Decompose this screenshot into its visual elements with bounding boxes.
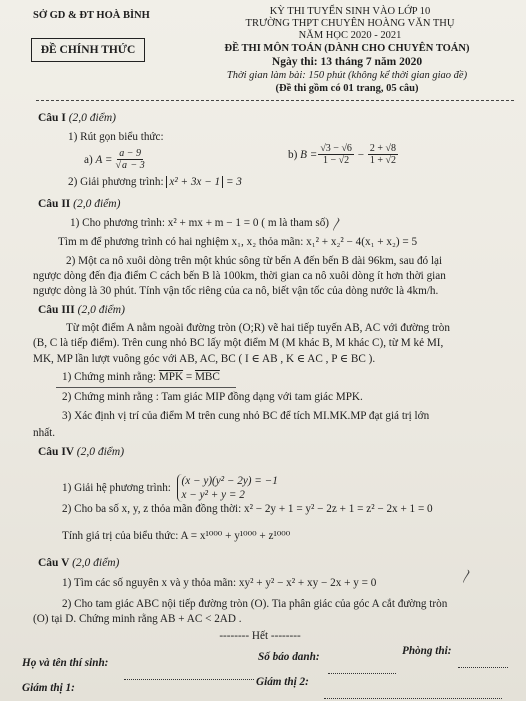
question-4-title: Câu IV (2,0 điểm) (38, 446, 125, 458)
question-2-title: Câu II (2,0 điểm) (38, 198, 121, 210)
fraction-a: $\frac{a - 9}{√a - 3}$ (115, 148, 145, 171)
candidate-name-label: Họ và tên thí sinh: (22, 657, 109, 669)
expression-b: b) B = $\frac{√3 - √6}{1 - √2}$ − $\frac{2 + √8}{1 + √2}$ (288, 143, 396, 166)
question-4-part-1: 1) Giải hệ phương trình: (x − y)(y² − 2y) = −1 x − y² + y = 2 (62, 475, 278, 501)
question-1-part-2: 2) Giải phương trình: x² + 3x − 1 = 3 (68, 176, 242, 188)
question-1-part-1: 1) Rút gọn biểu thức: (68, 131, 164, 143)
invigilator-2-label: Giám thị 2: (256, 676, 309, 688)
invigilator-1-field[interactable] (80, 692, 252, 701)
question-2-part-2-line-1: 2) Một ca nô xuôi dòng trên một khúc sông từ bến A đến bến B dài 96km, sau đó lại (66, 255, 443, 267)
question-3-part-1: 1) Chứng minh rằng: $\overline{MPK} = \overline{MBC}$ (62, 371, 220, 383)
id-number-label: Số báo danh: (258, 651, 320, 663)
department-name: SỞ GD & ĐT HOÀ BÌNH (33, 10, 150, 21)
header-divider (36, 100, 514, 101)
fraction-b2: $\frac{2 + √8}{1 + √2}$ (369, 143, 396, 166)
exam-name: KỲ THI TUYỂN SINH VÀO LỚP 10 (269, 6, 431, 17)
question-4-part-2: 2) Cho ba số x, y, z thỏa mãn đồng thời: x² − 2y + 1 = y² − 2z + 1 = z² − 2x + 1 = 0 (62, 503, 433, 515)
school-name: TRƯỜNG THPT CHUYÊN HOÀNG VĂN THỤ (245, 18, 455, 29)
question-2-part-1-condition: Tìm m để phương trình có hai nghiệm x₁, x₂ thỏa mãn: x₁² + x₂² − 4(x₁ + x₂) = 5 (58, 236, 418, 248)
invigilator-1-label: Giám thị 1: (22, 682, 75, 694)
exam-room-label: Phòng thi: (402, 645, 452, 657)
question-3-line-1: Từ một điểm A nằm ngoài đường tròn (O;R) vẽ hai tiếp tuyến AB, AC với đường tròn (66, 322, 450, 334)
official-exam-label: ĐỀ CHÍNH THỨC (31, 38, 145, 62)
candidate-name-field[interactable] (124, 667, 254, 685)
fraction-b1: $\frac{√3 - √6}{1 - √2}$ (320, 143, 352, 166)
school-year: NĂM HỌC 2020 - 2021 (298, 30, 402, 41)
question-4-part-2-expression: Tính giá trị của biểu thức: A = x¹⁰⁰⁰ + y¹⁰⁰⁰ + z¹⁰⁰⁰ (62, 530, 291, 542)
exam-duration: Thời gian làm bài: 150 phút (không kể thời gian giao đề) (226, 70, 468, 81)
underline-mark (56, 387, 236, 388)
question-3-part-3-line-2: nhất. (33, 427, 56, 439)
pen-mark: 〳 (330, 217, 344, 233)
pen-mark: 〳 (460, 569, 474, 585)
exam-room-field[interactable] (458, 655, 508, 673)
invigilator-2-field[interactable] (324, 686, 502, 701)
exam-subject: ĐỀ THI MÔN TOÁN (DÀNH CHO CHUYÊN TOÁN) (224, 43, 470, 54)
expression-a: a) A = $\frac{a - 9}{√a - 3}$ (84, 148, 145, 171)
question-5-title: Câu V (2,0 điểm) (38, 557, 120, 569)
question-3-part-3-line-1: 3) Xác định vị trí của điểm M trên cung nhỏ BC để tích MI.MK.MP đạt giá trị lớn (62, 410, 430, 422)
question-5-part-2-line-1: 2) Cho tam giác ABC nội tiếp đường tròn (O). Tia phân giác của góc A cắt đường tròn (62, 598, 448, 610)
question-1-title: Câu I (2,0 điểm) (38, 112, 116, 124)
question-5-part-2-line-2: (O) tại D. Chứng minh rằng AB + AC < 2AD . (33, 613, 242, 625)
question-2-part-2-line-3: ngược dòng là 30 phút. Tính vận tốc riêng của ca nô, biết vận tốc của dòng nước là 4km/h. (33, 285, 439, 297)
exam-page-count: (Đề thi gồm có 01 trang, 05 câu) (275, 83, 419, 94)
id-number-field[interactable] (328, 661, 396, 679)
question-2-part-2-line-2: ngược dòng đến địa điểm C cách bến B là 100km, thời gian ca nô xuôi dòng ít hơn thời gian (33, 270, 446, 282)
end-marker: -------- Hết -------- (219, 630, 301, 642)
question-3-line-2: (B, C là tiếp điểm). Trên cung nhỏ BC lấy một điểm M (M khác B, M khác C), từ M kẻ MI, (33, 337, 444, 349)
question-3-line-3: MK, MP lần lượt vuông góc với AB, AC, BC ( I ∈ AB , K ∈ AC , P ∈ BC ). (33, 353, 376, 365)
question-2-part-1: 1) Cho phương trình: x² + mx + m − 1 = 0 ( m là tham số) (70, 217, 330, 229)
equation-system: (x − y)(y² − 2y) = −1 x − y² + y = 2 (177, 474, 278, 502)
question-3-part-2: 2) Chứng minh rằng : Tam giác MIP đồng dạng với tam giác MPK. (62, 391, 363, 403)
question-5-part-1: 1) Tìm các số nguyên x và y thỏa mãn: xy² + y² − x² + xy − 2x + y = 0 (62, 577, 377, 589)
question-3-title: Câu III (2,0 điểm) (38, 304, 125, 316)
exam-date: Ngày thi: 13 tháng 7 năm 2020 (271, 56, 423, 68)
